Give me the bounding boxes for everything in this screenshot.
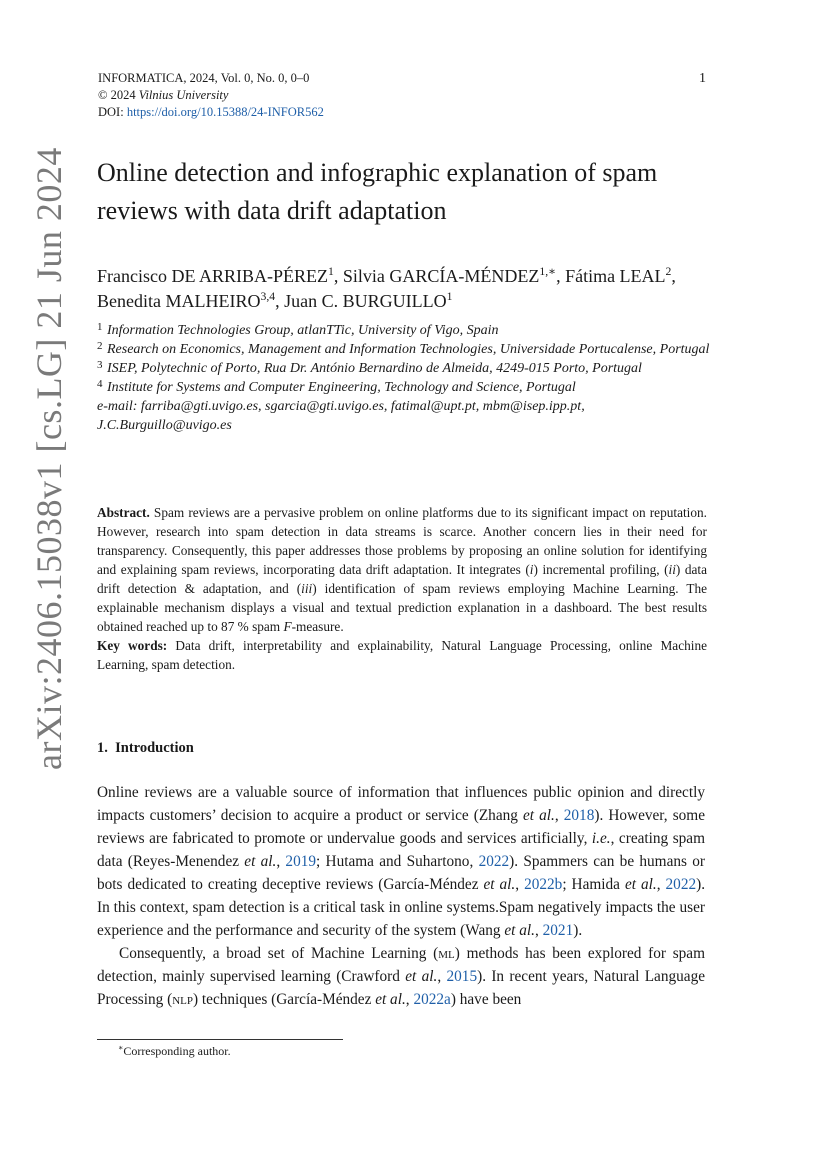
affiliations — [97, 321, 717, 435]
affiliation-item: 4 Institute for Systems and Computer Engineering, Technology and Science, Portugal — [97, 378, 576, 395]
section-heading: 1. Introduction — [97, 740, 194, 756]
copyright-holder: Vilnius University — [138, 88, 229, 102]
abstract-label: Abstract. — [97, 505, 150, 520]
author-affil-mark: 1 — [328, 265, 334, 278]
citation-link[interactable]: 2022a — [413, 991, 451, 1008]
author-affil-mark: 1,∗ — [539, 265, 557, 278]
citation-link[interactable]: 2022 — [478, 853, 510, 870]
body-text — [97, 781, 705, 1011]
author-affil-mark: 3,4 — [260, 290, 276, 303]
abstract — [97, 503, 707, 674]
journal-citation: INFORMATICA, 2024, Vol. 0, No. 0, 0–0 — [98, 71, 310, 85]
paragraph: Online reviews are a valuable source of information that influences public opinion and directly impacts customers’ decision to acquire a product or service (Zhang et al., 2018). However, some reviews are fabricated to promote or undervalue goods and services artificially, i.e., creating spam data (Reyes-Menendez et al., 2019; Hutama and Suhartono, 2022). Spammers can be humans or bots dedicated to creating deceptive reviews (García-Méndez et al., 2022b; Hamida et al., 2022). In this context, spam detection is a critical task in online systems.Spam negatively impacts the user experience and the performance and security of the system (Wang et al., 2021). — [97, 784, 706, 939]
journal-header — [98, 70, 706, 121]
author-name: Silvia GARCÍA-MÉNDEZ — [342, 266, 540, 286]
paper-title: Online detection and infographic explanation of spam reviews with data drift adaptation — [97, 158, 658, 225]
citation-link[interactable]: 2022b — [524, 876, 563, 893]
keywords: Key words: Data drift, interpretability and explainability, Natural Language Processing, online Machine Learning, spam detection. — [97, 638, 707, 672]
doi-line: DOI: https://doi.org/10.15388/24-INFOR562 — [98, 105, 324, 119]
footnote: ∗Corresponding author. — [118, 1043, 231, 1058]
citation-link[interactable]: 2019 — [285, 853, 317, 870]
citation-link[interactable]: 2022 — [665, 876, 697, 893]
author-name: Francisco DE ARRIBA-PÉREZ — [97, 266, 328, 286]
email-list: e-mail: farriba@gti.uvigo.es, sgarcia@gti.uvigo.es, fatimal@upt.pt, mbm@isep.ipp.pt, J.C.Burguillo@uvigo.es — [97, 399, 585, 433]
affiliation-item: 2 Research on Economics, Management and Information Technologies, Universidade Portucalense, Portugal — [97, 340, 710, 357]
author-name: Benedita MALHEIRO — [97, 291, 261, 311]
citation-link[interactable]: 2015 — [446, 968, 478, 985]
doi-link[interactable]: https://doi.org/10.15388/24-INFOR562 — [126, 105, 324, 119]
paragraph: Consequently, a broad set of Machine Learning (ml) methods has been explored for spam detection, mainly supervised learning (Crawford et al., 2015). In recent years, Natural Language Processing (nlp) techniques (García-Méndez et al., 2022a) have been — [97, 945, 706, 1008]
author-affil-mark: 2 — [665, 265, 672, 278]
page-number: 1 — [699, 71, 706, 86]
arxiv-side-stamp: arXiv:2406.15038v1 [cs.LG] 21 Jun 2024 — [29, 147, 69, 770]
affiliation-item: 3 ISEP, Polytechnic of Porto, Rua Dr. António Bernardino de Almeida, 4249-015 Porto, Portugal — [97, 359, 642, 376]
citation-link[interactable]: 2021 — [542, 922, 574, 939]
author-affil-mark: 1 — [446, 290, 453, 303]
author-list: Francisco DE ARRIBA-PÉREZ$^1$, Silvia GARCÍA-$MÉNDEZ^{1,∗}$, Fátima LEAL$^2$, Benedita MALHEIRO$^{3,4}$, Juan C. BURGUILLO$^1$ — [97, 265, 676, 311]
citation-link[interactable]: 2018 — [563, 807, 595, 824]
copyright-line: © 2024 Vilnius University — [98, 88, 229, 102]
keywords-label: Key words: — [97, 638, 168, 653]
author-name: Fátima LEAL — [565, 266, 666, 286]
abstract-text: Abstract. Spam reviews are a pervasive problem on online platforms due to its significant impact on reputation. However, research into spam detection in data streams is scarce. Another concern lies in their need for transparency. Consequently, this paper addresses those problems by proposing an online solution for identifying and explaining spam reviews, incorporating data drift adaptation. It integrates (i) incremental profiling, (ii) data drift detection & adaptation, and (iii) identification of spam reviews employing Machine Learning. The explainable mechanism displays a visual and textual prediction explanation in a dashboard. The best results obtained reached up to 87 % spam F-measure. — [97, 505, 707, 634]
footnote-rule — [97, 1039, 343, 1040]
affiliation-item: 1 Information Technologies Group, atlanTTic, University of Vigo, Spain — [97, 321, 499, 338]
author-name: Juan C. BURGUILLO — [284, 291, 447, 311]
